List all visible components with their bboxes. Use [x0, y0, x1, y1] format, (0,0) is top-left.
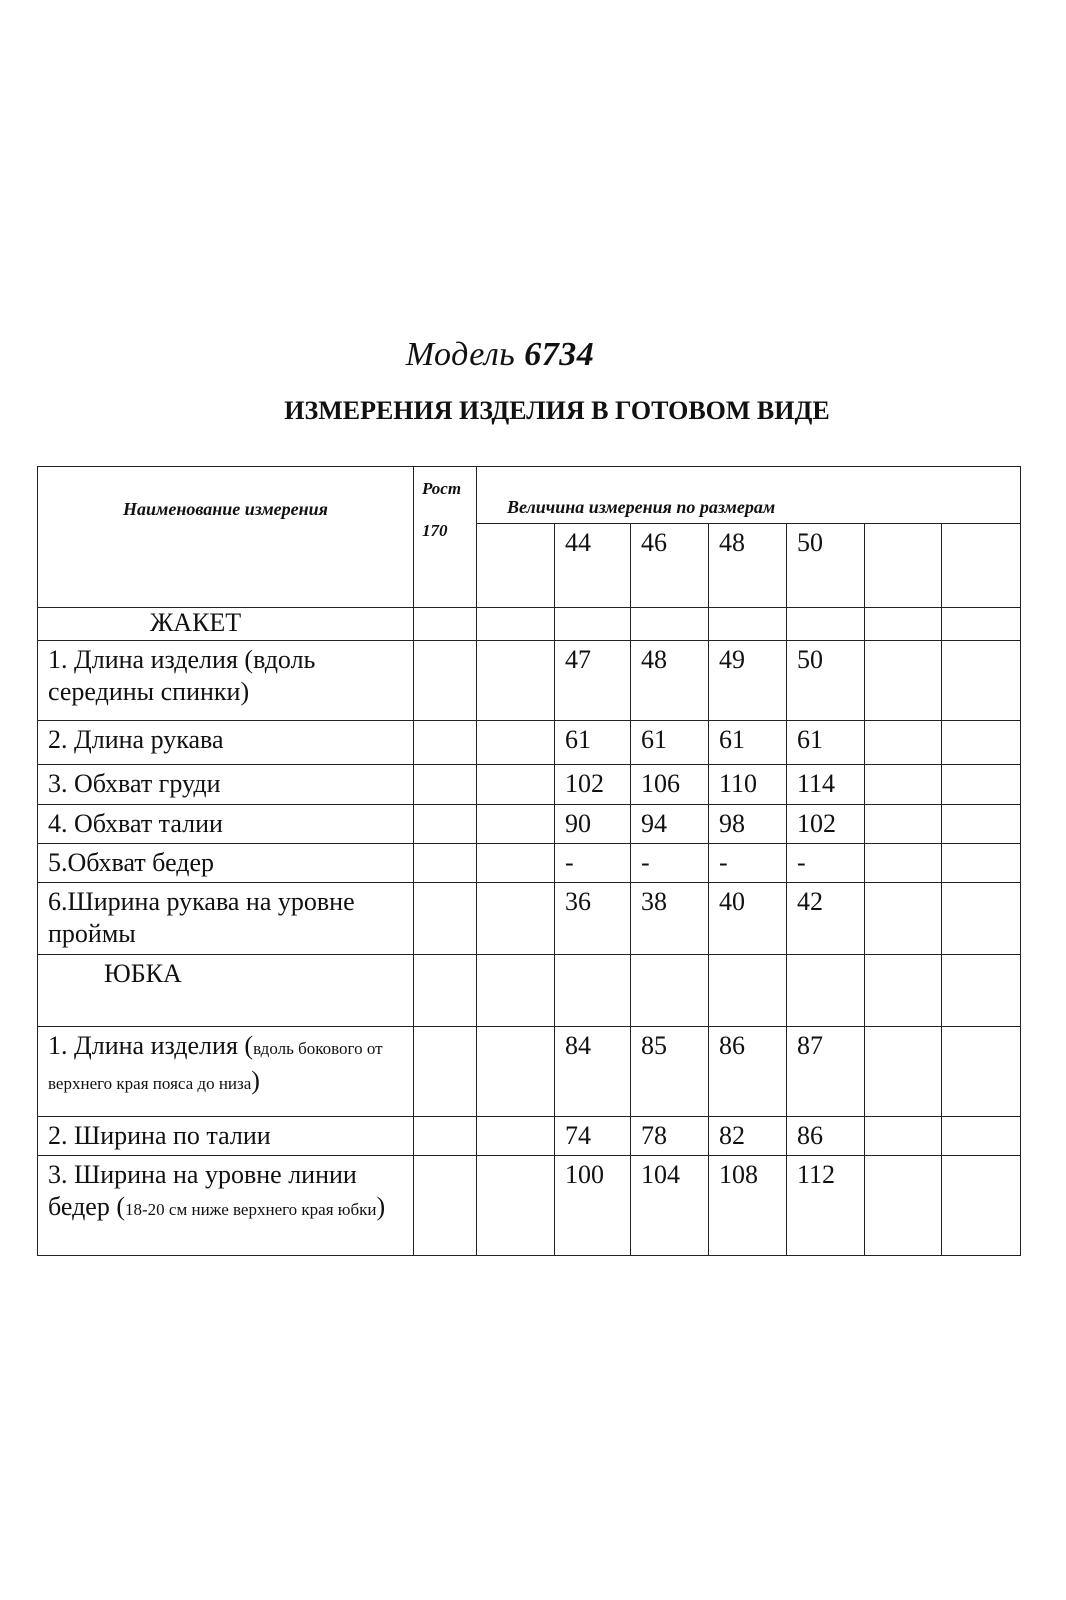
row-name-main: 3. Ширина на уровне линии бедер (	[48, 1160, 357, 1221]
cell-value: 49	[709, 641, 787, 721]
cell-value: 86	[787, 1117, 865, 1156]
table-row	[38, 844, 1021, 883]
table-row	[38, 1117, 1021, 1156]
cell-value: 47	[555, 641, 631, 721]
table-row	[38, 721, 1021, 765]
header-height-value: 170	[422, 521, 448, 540]
cell-value: 74	[555, 1117, 631, 1156]
row-name	[38, 1027, 414, 1117]
section-jacket: ЖАКЕТ	[38, 608, 414, 641]
row-name: 2. Ширина по талии	[38, 1117, 414, 1156]
cell-value: 112	[787, 1156, 865, 1256]
cell-value: -	[709, 844, 787, 883]
size-44: 44	[555, 524, 631, 608]
cell-value: 61	[787, 721, 865, 765]
cell-value: 48	[631, 641, 709, 721]
table-row	[38, 1027, 1021, 1117]
cell-value: 36	[555, 883, 631, 955]
row-name: 5.Обхват бедер	[38, 844, 414, 883]
cell-value: 78	[631, 1117, 709, 1156]
page-subtitle: ИЗМЕРЕНИЯ ИЗДЕЛИЯ В ГОТОВОМ ВИДЕ	[284, 396, 830, 425]
cell-value: 98	[709, 805, 787, 844]
cell-value: 42	[787, 883, 865, 955]
cell-value: 61	[555, 721, 631, 765]
empty-cell	[942, 524, 1021, 608]
cell-value: 102	[787, 805, 865, 844]
header-name: Наименование измерения	[38, 467, 414, 608]
cell-value: 110	[709, 765, 787, 805]
row-name	[38, 1156, 414, 1256]
cell-value: 108	[709, 1156, 787, 1256]
model-label: Модель	[405, 336, 516, 373]
header-height	[414, 467, 477, 608]
row-name-note: 18-20 см ниже верхнего края юбки	[125, 1200, 377, 1219]
table-row	[38, 765, 1021, 805]
cell-value: 90	[555, 805, 631, 844]
row-name-end: )	[376, 1192, 386, 1221]
cell-value: 86	[709, 1027, 787, 1117]
cell-value: 85	[631, 1027, 709, 1117]
cell-value: 50	[787, 641, 865, 721]
row-name-note: вдоль бокового от верхнего края пояса до низа	[48, 1039, 383, 1093]
cell-value: -	[787, 844, 865, 883]
cell-value: 114	[787, 765, 865, 805]
row-name: 6.Ширина рукава на уровне проймы	[38, 883, 414, 955]
empty-cell	[865, 524, 942, 608]
cell-value: 94	[631, 805, 709, 844]
cell-value: 38	[631, 883, 709, 955]
table-row	[38, 1156, 1021, 1256]
row-name-main: 1. Длина изделия (	[48, 1031, 254, 1060]
table-row	[38, 883, 1021, 955]
header-height-label: Рост	[422, 479, 462, 498]
row-name: 2. Длина рукава	[38, 721, 414, 765]
row-name: 1. Длина изделия (вдоль середины спинки)	[38, 641, 414, 721]
table-row	[38, 805, 1021, 844]
model-number: 6734	[524, 336, 595, 373]
header-sizes-label: Величина измерения по размерам	[477, 467, 1021, 524]
table-row	[38, 641, 1021, 721]
cell-value: 100	[555, 1156, 631, 1256]
cell-value: 82	[709, 1117, 787, 1156]
row-name: 4. Обхват талии	[38, 805, 414, 844]
section-skirt: ЮБКА	[38, 955, 414, 1027]
cell-value: 61	[631, 721, 709, 765]
cell-value: -	[631, 844, 709, 883]
cell-value: 102	[555, 765, 631, 805]
size-46: 46	[631, 524, 709, 608]
cell-value: 40	[709, 883, 787, 955]
cell-value: 104	[631, 1156, 709, 1256]
cell-value: -	[555, 844, 631, 883]
cell-value: 84	[555, 1027, 631, 1117]
cell-value: 87	[787, 1027, 865, 1117]
model-title	[0, 336, 1000, 374]
row-name-end: )	[251, 1066, 260, 1095]
size-50: 50	[787, 524, 865, 608]
size-48: 48	[709, 524, 787, 608]
measurements-table	[37, 466, 1021, 1256]
empty-cell	[477, 524, 555, 608]
cell-value: 61	[709, 721, 787, 765]
cell-value: 106	[631, 765, 709, 805]
row-name: 3. Обхват груди	[38, 765, 414, 805]
